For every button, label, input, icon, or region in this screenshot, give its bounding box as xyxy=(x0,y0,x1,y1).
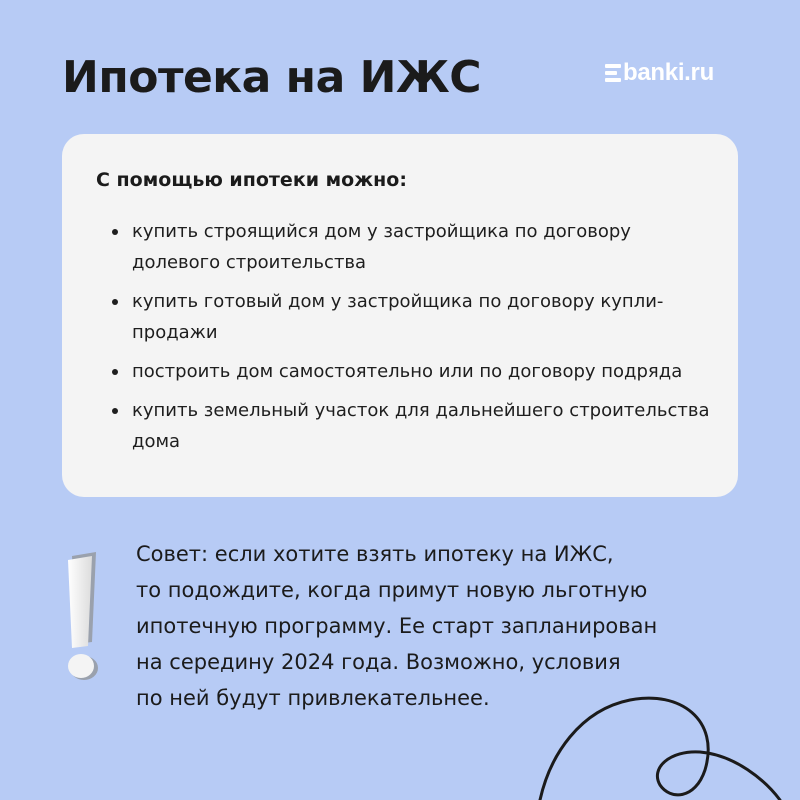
card-heading: С помощью ипотеки можно: xyxy=(96,169,407,191)
list-item xyxy=(112,216,712,278)
list-item xyxy=(112,395,712,457)
info-card xyxy=(62,134,738,497)
decorative-swirl xyxy=(520,640,800,800)
advice-line: то подождите, когда примут новую льготную xyxy=(136,578,648,602)
banki-logo[interactable] xyxy=(605,60,714,86)
list-item-text: купить строящийся дом у застройщика по договору долевого строительства xyxy=(132,221,631,273)
page-title: Ипотека на ИЖС xyxy=(62,52,482,103)
list-item-text: купить готовый дом у застройщика по договору купли-продажи xyxy=(132,291,664,343)
advice-line: по ней будут привлекательнее. xyxy=(136,686,490,710)
list-item-text: купить земельный участок для дальнейшего строительства дома xyxy=(132,400,710,452)
options-list xyxy=(112,216,712,465)
logo-mark-icon xyxy=(605,64,621,82)
advice-line: ипотечную программу. Ее старт запланирован xyxy=(136,614,658,638)
list-item-text: построить дом самостоятельно или по договору подряда xyxy=(132,361,683,382)
list-item xyxy=(112,286,712,348)
advice-line: на середину 2024 года. Возможно, условия xyxy=(136,650,621,674)
list-item xyxy=(112,356,712,387)
advice-line: Совет: если хотите взять ипотеку на ИЖС, xyxy=(136,542,614,566)
logo-text: banki.ru xyxy=(623,59,714,86)
exclamation-icon xyxy=(58,552,110,688)
